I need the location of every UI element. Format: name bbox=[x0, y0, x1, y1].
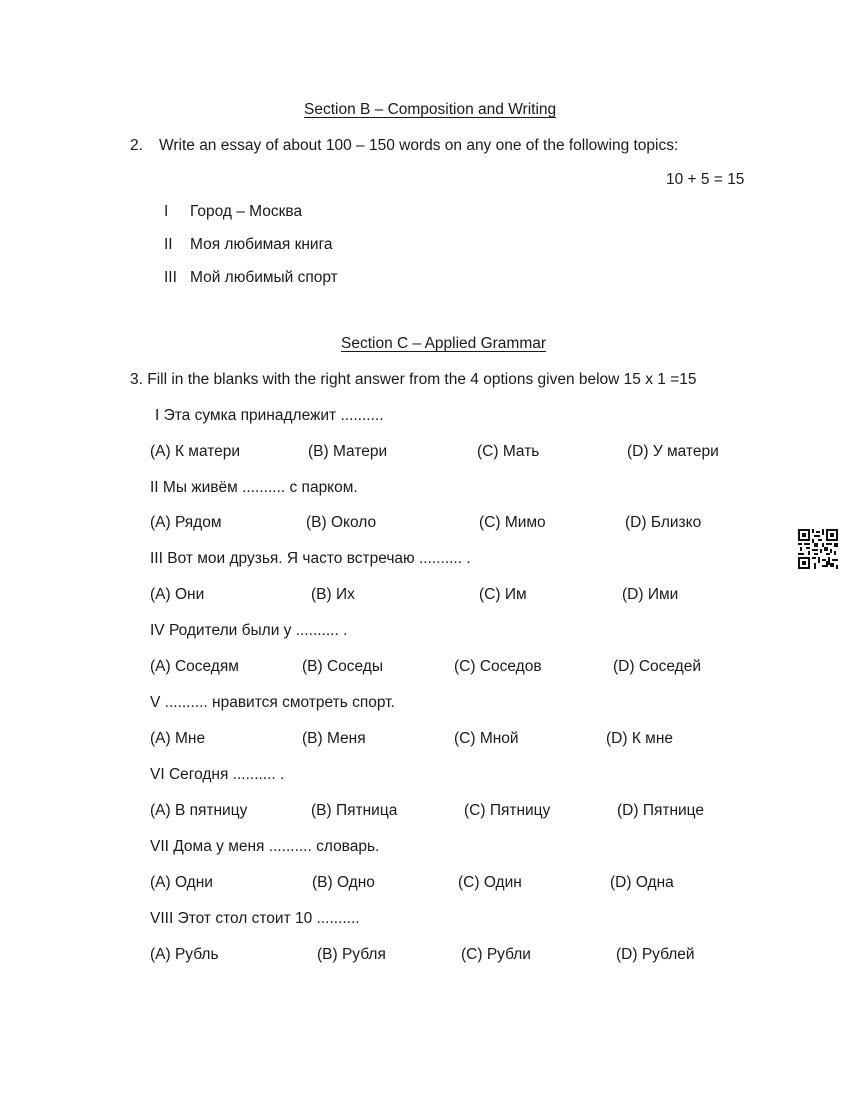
item-2-option-a: (A) Рядом bbox=[150, 514, 222, 531]
item-6-option-d: (D) Пятнице bbox=[617, 802, 704, 819]
item-4-option-c: (C) Соседов bbox=[454, 658, 542, 675]
item-7-option-a: (A) Одни bbox=[150, 874, 213, 891]
item-6-option-b: (B) Пятница bbox=[311, 802, 398, 819]
item-8-stem: VIII Этот стол стоит 10 .......... bbox=[150, 910, 360, 927]
item-5-option-a: (A) Мне bbox=[150, 730, 206, 747]
item-2-stem: II Мы живём .......... с парком. bbox=[150, 479, 358, 496]
topic-2-text: Моя любимая книга bbox=[190, 236, 333, 253]
topic-3-number: III bbox=[164, 269, 177, 286]
item-4-option-d: (D) Соседей bbox=[613, 658, 701, 675]
item-7-option-c: (C) Один bbox=[458, 874, 522, 891]
item-8-option-b: (B) Рубля bbox=[317, 946, 386, 963]
item-8-option-a: (A) Рубль bbox=[150, 946, 219, 963]
item-2-option-c: (C) Мимо bbox=[479, 514, 546, 531]
item-5-option-d: (D) К мне bbox=[606, 730, 673, 747]
item-6-option-a: (A) В пятницу bbox=[150, 802, 248, 819]
question-2-marks: 10 + 5 = 15 bbox=[666, 171, 745, 188]
item-7-stem: VII Дома у меня .......... словарь. bbox=[150, 838, 380, 855]
item-1-option-a: (A) К матери bbox=[150, 443, 241, 460]
topic-3-text: Мой любимый спорт bbox=[190, 269, 338, 286]
item-3-option-d: (D) Ими bbox=[622, 586, 679, 603]
item-4-option-b: (B) Соседы bbox=[302, 658, 383, 675]
topic-2-number: II bbox=[164, 236, 173, 253]
question-3-text: 3. Fill in the blanks with the right answer from the 4 options given below 15 x 1 =15 bbox=[130, 371, 697, 388]
item-7-option-d: (D) Одна bbox=[610, 874, 674, 891]
item-5-stem: V .......... нравится смотреть спорт. bbox=[150, 694, 395, 711]
qr-code-icon bbox=[798, 529, 838, 569]
item-8-option-c: (C) Рубли bbox=[461, 946, 531, 963]
item-4-option-a: (A) Соседям bbox=[150, 658, 239, 675]
item-6-stem: VI Сегодня .......... . bbox=[150, 766, 285, 783]
question-2-text: Write an essay of about 100 – 150 words on any one of the following topics: bbox=[159, 137, 679, 154]
item-6-option-c: (C) Пятницу bbox=[464, 802, 551, 819]
item-3-option-b: (B) Их bbox=[311, 586, 355, 603]
topic-1-text: Город – Москва bbox=[190, 203, 303, 220]
item-3-option-c: (C) Им bbox=[479, 586, 527, 603]
item-1-stem: I Эта сумка принадлежит .......... bbox=[155, 407, 384, 424]
item-7-option-b: (B) Одно bbox=[312, 874, 375, 891]
item-8-option-d: (D) Рублей bbox=[616, 946, 695, 963]
section-c-title: Section C – Applied Grammar bbox=[341, 335, 547, 352]
item-5-option-b: (B) Меня bbox=[302, 730, 366, 747]
section-b-title: Section B – Composition and Writing bbox=[304, 101, 557, 118]
item-1-option-b: (B) Матери bbox=[308, 443, 388, 460]
item-2-option-b: (B) Около bbox=[306, 514, 377, 531]
item-3-stem: III Вот мои друзья. Я часто встречаю .......... . bbox=[150, 550, 471, 567]
item-1-option-c: (C) Мать bbox=[477, 443, 540, 460]
item-4-stem: IV Родители были у .......... . bbox=[150, 622, 348, 639]
topic-1-number: I bbox=[164, 203, 169, 220]
question-2-number: 2. bbox=[130, 137, 143, 154]
item-1-option-d: (D) У матери bbox=[627, 443, 719, 460]
item-5-option-c: (C) Мной bbox=[454, 730, 519, 747]
item-2-option-d: (D) Близко bbox=[625, 514, 702, 531]
item-3-option-a: (A) Они bbox=[150, 586, 205, 603]
